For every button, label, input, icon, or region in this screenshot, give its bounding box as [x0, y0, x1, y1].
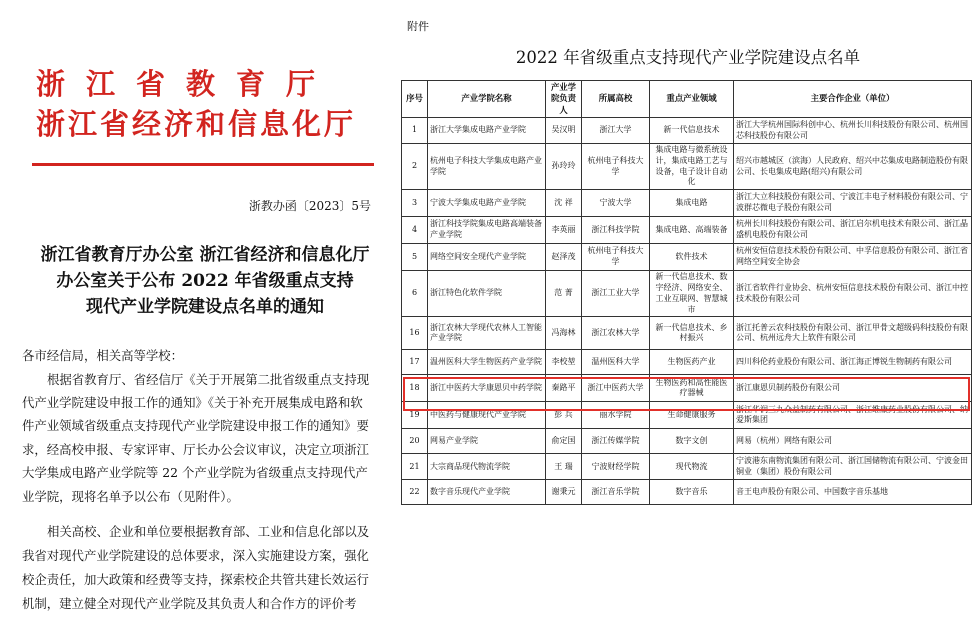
body-line: 相关高校、企业和单位要根据教育部、工业和信息化部以及: [47, 524, 370, 539]
cell-school: 浙江工业大学: [582, 271, 650, 317]
body-line: 求，经高校申报、专家评审、厅长办公会议审议，决定立项浙江: [22, 442, 369, 457]
cell-field: 集成电路、高端装备: [650, 217, 734, 244]
cell-partners: 浙江托普云农科技股份有限公司、浙江甲骨文超级码科技股份有限公司、杭州远舟大上软件有限公司: [734, 317, 972, 350]
cell-head: 孙玲玲: [546, 144, 582, 190]
table-header-row: [402, 81, 972, 118]
cell-no: 5: [402, 244, 428, 271]
cell-no: 6: [402, 271, 428, 317]
cell-school: 丽水学院: [582, 402, 650, 429]
cell-partners: 浙江大学杭州国际科创中心、杭州长川科技股份有限公司、杭州国芯科技股份有限公司: [734, 118, 972, 144]
cell-head: 彭 兵: [546, 402, 582, 429]
cell-school: 杭州电子科技大学: [582, 244, 650, 271]
cell-name: 浙江特色化软件学院: [428, 271, 546, 317]
cell-field: 集成电路与微系统设计，集成电路工艺与设备，电子设计自动化: [650, 144, 734, 190]
cell-no: 1: [402, 118, 428, 144]
body-line: 件产业领域省级重点支持现代产业学院建设申报工作的通知》要: [22, 418, 369, 433]
cell-partners: 网易（杭州）网络有限公司: [734, 429, 972, 454]
cell-school: 温州医科大学: [582, 350, 650, 375]
cell-head: 谢秉元: [546, 480, 582, 505]
body-line: 校企责任，加大政策和经费等支持，探索校企共管共建长效运行: [22, 572, 369, 587]
salutation: 各市经信局，相关高等学校：: [22, 348, 184, 363]
cell-field: 数字文创: [650, 429, 734, 454]
notice-title-line: 浙江省教育厅办公室 浙江省经济和信息化厅: [40, 245, 370, 265]
cell-no: 21: [402, 454, 428, 480]
body-line: 机制，建立健全对现代产业学院及其负责人和合作方的评价考: [22, 596, 357, 611]
cell-school: 浙江音乐学院: [582, 480, 650, 505]
cell-name: 浙江中医药大学康恩贝中药学院: [428, 375, 546, 402]
cell-name: 浙江大学集成电路产业学院: [428, 118, 546, 144]
cell-school: 浙江科技学院: [582, 217, 650, 244]
cell-field: 集成电路: [650, 190, 734, 217]
cell-head: 王 瑞: [546, 454, 582, 480]
cell-field: 生物医药产业: [650, 350, 734, 375]
cell-field: 生命健康服务: [650, 402, 734, 429]
body-line: 代产业学院建设申报工作的通知》《关于补充开展集成电路和软: [22, 395, 363, 410]
cell-head: 沈 祥: [546, 190, 582, 217]
cell-no: 20: [402, 429, 428, 454]
table-row: [402, 118, 972, 144]
cell-school: 浙江农林大学: [582, 317, 650, 350]
document-number: 浙教办函〔2023〕5号: [248, 199, 371, 213]
table-row: [402, 244, 972, 271]
cell-name: 浙江农林大学现代农林人工智能产业学院: [428, 317, 546, 350]
cell-partners: 四川科伦药业股份有限公司、浙江海正博锐生物制药有限公司: [734, 350, 972, 375]
cell-field: 新一代信息技术、乡村振兴: [650, 317, 734, 350]
college-table: [401, 80, 972, 505]
cell-partners: 绍兴市越城区（滨海）人民政府、绍兴中芯集成电路制造股份有限公司、长电集成电路(绍兴)有限公司: [734, 144, 972, 190]
cell-school: 浙江大学: [582, 118, 650, 144]
cell-field: 生物医药和高性能医疗器械: [650, 375, 734, 402]
cell-name: 温州医科大学生物医药产业学院: [428, 350, 546, 375]
table-row: [402, 429, 972, 454]
table-row: [402, 454, 972, 480]
cell-name: 网易产业学院: [428, 429, 546, 454]
cell-no: 16: [402, 317, 428, 350]
col-header-partners: 主要合作企业（单位）: [734, 81, 972, 118]
cell-head: 吴汉明: [546, 118, 582, 144]
cell-name: 中医药与健康现代产业学院: [428, 402, 546, 429]
cell-no: 17: [402, 350, 428, 375]
header-line-1: 浙江省教育厅: [36, 67, 337, 101]
cell-head: 冯海林: [546, 317, 582, 350]
col-header-field: 重点产业领域: [650, 81, 734, 118]
cell-partners: 宁波港东南物流集团有限公司、浙江国储物流有限公司、宁波金田铜业（集团）股份有限公司: [734, 454, 972, 480]
cell-name: 浙江科技学院集成电路高端装备产业学院: [428, 217, 546, 244]
cell-field: 新一代信息技术、数字经济、网络安全、工业互联网、智慧城市: [650, 271, 734, 317]
cell-partners: 浙江康恩贝制药股份有限公司: [734, 375, 972, 402]
cell-school: 浙江传媒学院: [582, 429, 650, 454]
body-line: 业学院，现将名单予以公布（见附件）。: [22, 489, 239, 504]
cell-head: 赵泽茂: [546, 244, 582, 271]
body-line: 我省对现代产业学院建设的总体要求，深入实施建设方案，强化: [22, 548, 369, 563]
cell-partners: 杭州安恒信息技术股份有限公司、中孚信息股份有限公司、浙江省网络空间安全协会: [734, 244, 972, 271]
cell-school: 浙江中医药大学: [582, 375, 650, 402]
col-header-school: 所属高校: [582, 81, 650, 118]
table-row: [402, 144, 972, 190]
table-row: [402, 190, 972, 217]
cell-name: 数字音乐现代产业学院: [428, 480, 546, 505]
cell-no: 19: [402, 402, 428, 429]
cell-field: 软件技术: [650, 244, 734, 271]
cell-head: 俞定国: [546, 429, 582, 454]
header-line-2: 浙江省经济和信息化厅: [36, 107, 357, 141]
table-row: [402, 350, 972, 375]
cell-no: 3: [402, 190, 428, 217]
attachment-label: 附件: [407, 20, 429, 33]
cell-name: 网络空间安全现代产业学院: [428, 244, 546, 271]
col-header-name: 产业学院名称: [428, 81, 546, 118]
cell-head: 秦路平: [546, 375, 582, 402]
cell-no: 2: [402, 144, 428, 190]
cell-name: 宁波大学集成电路产业学院: [428, 190, 546, 217]
notice-title-line: 办公室关于公布 2022 年省级重点支持: [56, 271, 354, 291]
cell-name: 大宗商品现代物流学院: [428, 454, 546, 480]
highlight-box: [403, 377, 970, 411]
list-title: 2022 年省级重点支持现代产业学院建设点名单: [515, 48, 861, 67]
red-divider: [32, 163, 374, 166]
cell-partners: 浙江华润三九众益制药有限公司、浙江维康药业股份有限公司、纳爱斯集团: [734, 402, 972, 429]
cell-partners: 音王电声股份有限公司、中国数字音乐基地: [734, 480, 972, 505]
cell-no: 22: [402, 480, 428, 505]
notice-title-line: 现代产业学院建设点名单的通知: [86, 297, 324, 317]
cell-no: 4: [402, 217, 428, 244]
cell-field: 数字音乐: [650, 480, 734, 505]
cell-no: 18: [402, 375, 428, 402]
cell-partners: 浙江省软件行业协会、杭州安恒信息技术股份有限公司、浙江中控技术股份有限公司: [734, 271, 972, 317]
cell-partners: 杭州长川科技股份有限公司、浙江启尔机电技术有限公司、浙江晶盛机电股份有限公司: [734, 217, 972, 244]
cell-head: 范 菁: [546, 271, 582, 317]
notice-page: [0, 0, 395, 633]
cell-head: 李英丽: [546, 217, 582, 244]
table-row: [402, 217, 972, 244]
cell-head: 李校堃: [546, 350, 582, 375]
table-row: [402, 480, 972, 505]
cell-school: 宁波财经学院: [582, 454, 650, 480]
table-row: [402, 271, 972, 317]
cell-name: 杭州电子科技大学集成电路产业学院: [428, 144, 546, 190]
cell-partners: 浙江大立科技股份有限公司、宁波江丰电子材料股份有限公司、宁波群芯微电子股份有限公司: [734, 190, 972, 217]
cell-school: 杭州电子科技大学: [582, 144, 650, 190]
body-line: 根据省教育厅、省经信厅《关于开展第二批省级重点支持现: [47, 372, 370, 387]
cell-field: 现代物流: [650, 454, 734, 480]
table-row: [402, 317, 972, 350]
col-header-no: 序号: [402, 81, 428, 118]
col-header-head: 产业学院负责人: [546, 81, 582, 118]
cell-school: 宁波大学: [582, 190, 650, 217]
body-line: 大学集成电路产业学院等 22 个产业学院为省级重点支持现代产: [22, 465, 368, 480]
cell-field: 新一代信息技术: [650, 118, 734, 144]
